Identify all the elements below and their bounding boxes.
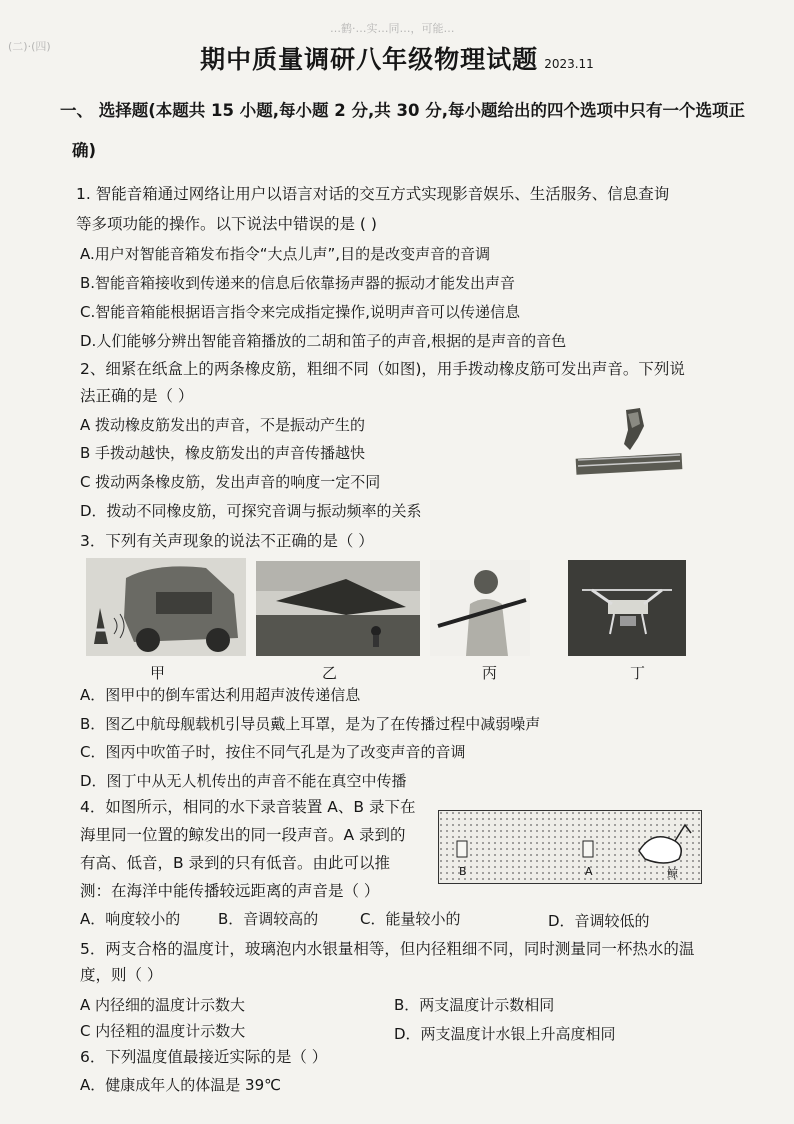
question-5-stem: 5．两支合格的温度计，玻璃泡内水银量相等，但内径粗细不同，同时测量同一杯热水的温 [80, 940, 695, 958]
question-5-option-b: B．两支温度计示数相同 [394, 996, 555, 1014]
question-3-option-d: D．图丁中从无人机传出的声音不能在真空中传播 [80, 772, 407, 790]
question-1-option-c: C.智能音箱能根据语言指令来完成指定操作,说明声音可以传递信息 [80, 303, 521, 321]
bleed-through-text: …鹤·…实…同…，可能… [330, 22, 455, 35]
figure-point-label: 鲸 [667, 867, 678, 880]
question-2-stem: 法正确的是（ ） [80, 387, 194, 405]
question-1-option-b: B.智能音箱接收到传递来的信息后依靠扬声器的振动才能发出声音 [80, 274, 516, 292]
question-2-option-c: C 拨动两条橡皮筋，发出声音的响度一定不同 [80, 473, 381, 491]
question-2-option-b: B 手拨动越快，橡皮筋发出的声音传播越快 [80, 444, 366, 462]
question-5-stem: 度，则（ ） [80, 966, 163, 984]
figure-label: 丙 [482, 664, 498, 682]
section-heading-cont: 确) [72, 141, 97, 160]
question-1-option-a: A.用户对智能音箱发布指令“大点儿声”,目的是改变声音的音调 [80, 245, 491, 263]
underwater-recording-figure [438, 810, 702, 884]
question-1-option-d: D.人们能够分辨出智能音箱播放的二胡和笛子的声音,根据的是声音的音色 [80, 332, 567, 350]
question-2-option-d: D．拨动不同橡皮筋，可探究音调与振动频率的关系 [80, 502, 422, 520]
question-4-option-d: D．音调较低的 [548, 912, 650, 930]
exam-title: 期中质量调研八年级物理试题 [200, 45, 539, 74]
question-5-option-d: D．两支温度计水银上升高度相同 [394, 1025, 616, 1043]
exam-header [0, 40, 794, 76]
figure-point-label: B [459, 865, 467, 878]
question-4-stem: 测：在海洋中能传播较远距离的声音是（ ） [80, 882, 380, 900]
figure-label: 甲 [150, 664, 166, 682]
question-3-stem: 3．下列有关声现象的说法不正确的是（ ） [80, 532, 374, 550]
aircraft-carrier-deck-image [256, 561, 420, 656]
question-4-stem: 海里同一位置的鲸发出的同一段声音。A 录到的 [80, 826, 406, 844]
figure-point-label: A [585, 865, 593, 878]
question-5-option-a: A 内径细的温度计示数大 [80, 996, 246, 1014]
question-6-stem: 6．下列温度值最接近实际的是（ ） [80, 1048, 328, 1066]
question-5-option-c: C 内径粗的温度计示数大 [80, 1022, 246, 1040]
figure-label: 乙 [322, 664, 338, 682]
rubber-band-box-figure [568, 400, 688, 480]
bleed-through-text: (二)·(四) [8, 40, 51, 53]
figure-label: 丁 [630, 664, 646, 682]
question-4-stem: 有高、低音，B 录到的只有低音。由此可以推 [80, 854, 391, 872]
question-4-option-b: B．音调较高的 [218, 910, 319, 928]
question-3-option-b: B．图乙中航母舰载机引导员戴上耳罩，是为了在传播过程中减弱噪声 [80, 715, 541, 733]
flute-player-image [430, 560, 530, 656]
question-6-option-a: A．健康成年人的体温是 39℃ [80, 1076, 281, 1094]
question-4-option-a: A．响度较小的 [80, 910, 181, 928]
question-1-stem: 1. 智能音箱通过网络让用户以语言对话的交互方式实现影音娱乐、生活服务、信息查询 [76, 185, 670, 203]
question-4-stem: 4．如图所示，相同的水下录音装置 A、B 录下在 [80, 798, 416, 816]
question-1-stem: 等多项功能的操作。以下说法中错误的是 ( ) [76, 215, 377, 233]
question-3-option-a: A．图甲中的倒车雷达利用超声波传递信息 [80, 686, 361, 704]
question-2-stem: 2、细紧在纸盒上的两条橡皮筋，粗细不同（如图)，用手拨动橡皮筋可发出声音。下列说 [80, 360, 685, 378]
drone-image [568, 560, 686, 656]
question-4-option-c: C．能量较小的 [360, 910, 461, 928]
car-reversing-radar-image [86, 558, 246, 656]
exam-date: 2023.11 [544, 56, 594, 71]
question-3-option-c: C．图丙中吹笛子时，按住不同气孔是为了改变声音的音调 [80, 743, 466, 761]
question-2-option-a: A 拨动橡皮筋发出的声音，不是振动产生的 [80, 416, 366, 434]
section-heading: 一、 选择题(本题共 15 小题,每小题 2 分,共 30 分,每小题给出的四个选项中只有一个选项正 [60, 101, 745, 120]
